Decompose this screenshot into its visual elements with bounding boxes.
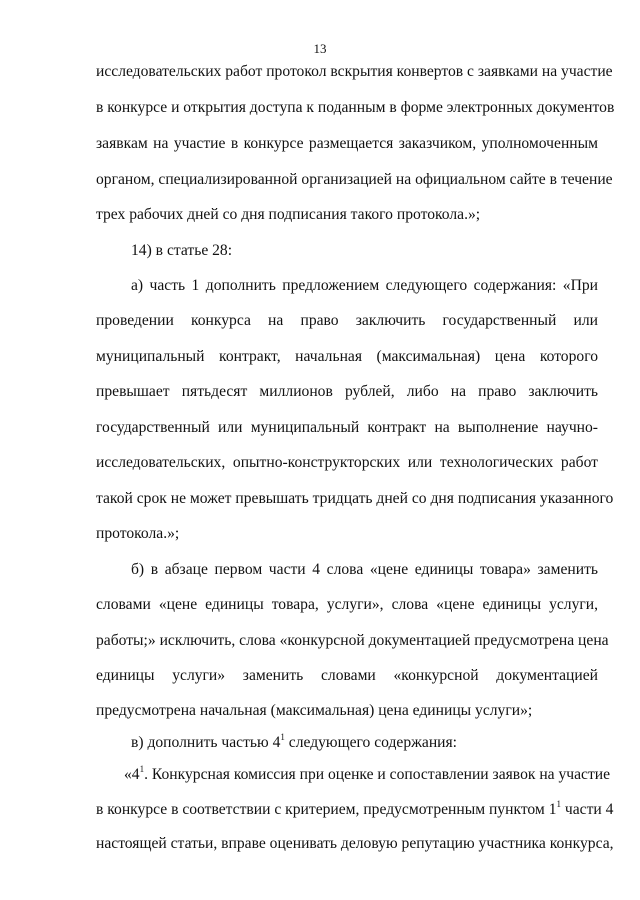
text-fragment: «4	[124, 766, 140, 783]
text-line: единицы услуги» заменить словами «конкурсной документацией	[96, 667, 598, 684]
text-fragment: части 4	[561, 801, 614, 818]
text-line: настоящей статьи, вправе оценивать деловую репутацию участника конкурса,	[96, 835, 614, 852]
text-line: трех рабочих дней со дня подписания такого протокола.»;	[96, 206, 481, 223]
text-line	[124, 764, 611, 786]
text-line: протокола.»;	[96, 525, 180, 542]
text-line: а) часть 1 дополнить предложением следующего содержания: «При	[131, 277, 598, 294]
text-line: муниципальный контракт, начальная (максимальная) цена которого	[96, 348, 598, 365]
text-line: проведении конкурса на право заключить государственный или	[96, 312, 598, 329]
text-line: органом, специализированной организацией на официальном сайте в течение	[96, 171, 613, 188]
text-line: б) в абзаце первом части 4 слова «цене единицы товара» заменить	[131, 561, 598, 578]
list-item-14: 14) в статье 28:	[131, 242, 233, 259]
superscript: 1	[556, 799, 561, 809]
superscript: 1	[280, 732, 285, 742]
text-line: исследовательских работ протокол вскрытия конвертов с заявками на участие	[96, 63, 613, 80]
text-line: такой срок не может превышать тридцать дней со дня подписания указанного	[96, 490, 614, 507]
superscript: 1	[139, 764, 145, 774]
page-number: 13	[313, 41, 327, 56]
text-line: превышает пятьдесят миллионов рублей, либо на право заключить	[96, 383, 598, 400]
text-fragment: следующего содержания:	[284, 734, 458, 751]
text-line: исследовательских, опытно-конструкторских или технологических работ	[96, 454, 598, 471]
text-line: предусмотрена начальная (максимальная) цена единицы услуги»;	[96, 702, 533, 719]
text-line: государственный или муниципальный контракт на выполнение научно-	[96, 419, 598, 436]
text-line: работы;» исключить, слова «конкурсной документацией предусмотрена цена	[96, 632, 609, 649]
text-fragment: . Конкурсная комиссия при оценке и сопоставлении заявок на участие	[144, 766, 611, 783]
text-fragment: в конкурсе в соответствии с критерием, предусмотренным пунктом 1	[96, 801, 557, 818]
text-line: словами «цене единицы товара, услуги», слова «цене единицы услуги,	[96, 596, 598, 613]
text-line: в конкурсе и открытия доступа к поданным в форме электронных документов	[96, 99, 615, 116]
text-fragment: в) дополнить частью 4	[131, 734, 281, 751]
text-line	[96, 799, 614, 821]
text-line: заявкам на участие в конкурсе размещается заказчиком, уполномоченным	[96, 135, 598, 152]
text-line	[131, 733, 598, 754]
